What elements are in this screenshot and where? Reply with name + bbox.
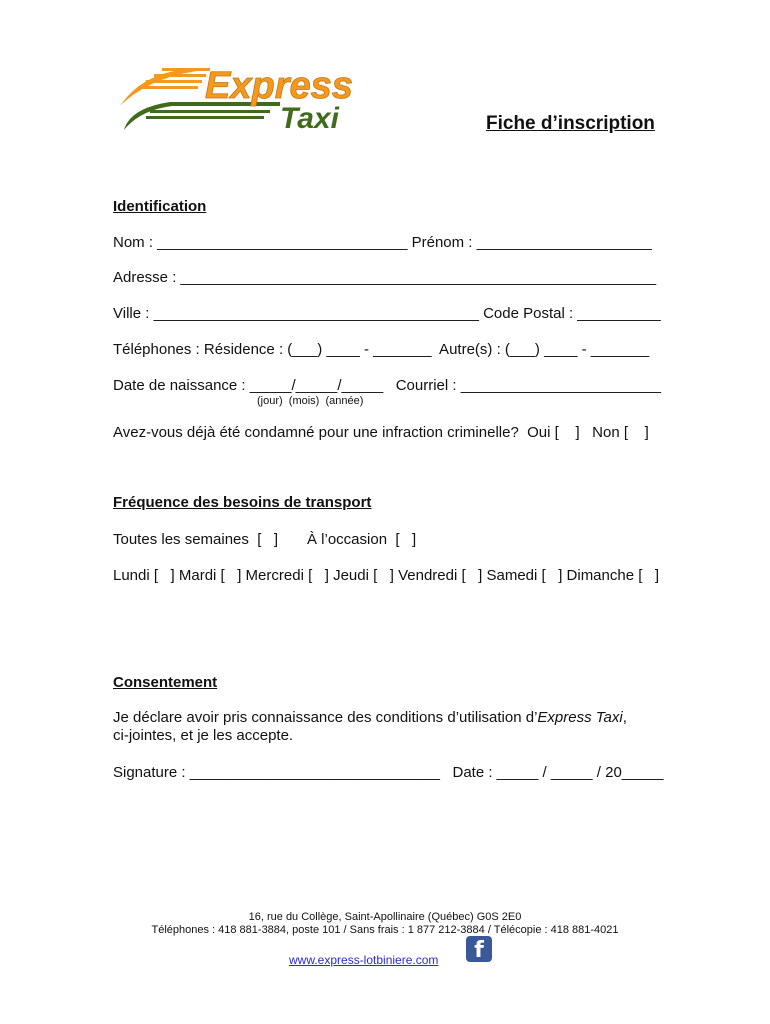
section-heading-identification: Identification (113, 198, 207, 215)
section-heading-frequence: Fréquence des besoins de transport (113, 494, 372, 511)
section-heading-consentement: Consentement (113, 674, 218, 691)
adresse-field[interactable]: Adresse : _________________________________________________________ (113, 269, 657, 286)
criminal-record-question[interactable]: Avez-vous déjà été condamné pour une infraction criminelle? Oui [ ] Non [ ] (113, 424, 649, 441)
website-link[interactable]: www.express-lotbiniere.com (289, 953, 439, 967)
consent-text-part1: Je déclare avoir pris connaissance des conditions d’utilisation d’ (113, 709, 538, 726)
logo-express-text: Express (205, 65, 353, 107)
footer-address: 16, rue du Collège, Saint-Apollinaire (Québec) G0S 2E0 (248, 911, 522, 923)
page-title: Fiche d’inscription (486, 113, 655, 134)
ville-code-postal-field[interactable]: Ville : _______________________________________ Code Postal : __________ (113, 305, 661, 322)
signature-date-field[interactable]: Signature : ______________________________ Date : _____ / _____ / 20_____ (113, 764, 664, 781)
telephones-field[interactable]: Téléphones : Résidence : (___) ____ - _______ Autre(s) : (___) ____ - _______ (113, 341, 650, 358)
days-checkboxes[interactable]: Lundi [ ] Mardi [ ] Mercredi [ ] Jeudi [ ] Vendredi [ ] Samedi [ ] Dimanche [ ] (113, 567, 660, 584)
date-format-hint: (jour) (mois) (année) (257, 395, 364, 407)
weekly-checkbox[interactable]: Toutes les semaines [ ] (113, 531, 279, 548)
consent-text-line1 (113, 709, 627, 727)
date-naissance-courriel-field[interactable]: Date de naissance : _____/_____/_____ Courriel : ________________________ (113, 377, 661, 394)
occasion-checkbox[interactable]: À l’occasion [ ] (307, 531, 417, 548)
facebook-icon[interactable]: f (466, 936, 492, 962)
company-name: Express Taxi (537, 709, 623, 726)
express-taxi-logo (110, 58, 365, 138)
nom-prenom-field[interactable]: Nom : ______________________________ Prénom : _____________________ (113, 234, 652, 251)
footer-phones: Téléphones : 418 881-3884, poste 101 / Sans frais : 1 877 212-3884 / Télécopie : 418 881-4021 (151, 924, 619, 936)
logo-taxi-text: Taxi (280, 102, 339, 135)
consent-text-line2: ci-jointes, et je les accepte. (113, 727, 294, 744)
consent-text-part2: , (622, 709, 627, 726)
